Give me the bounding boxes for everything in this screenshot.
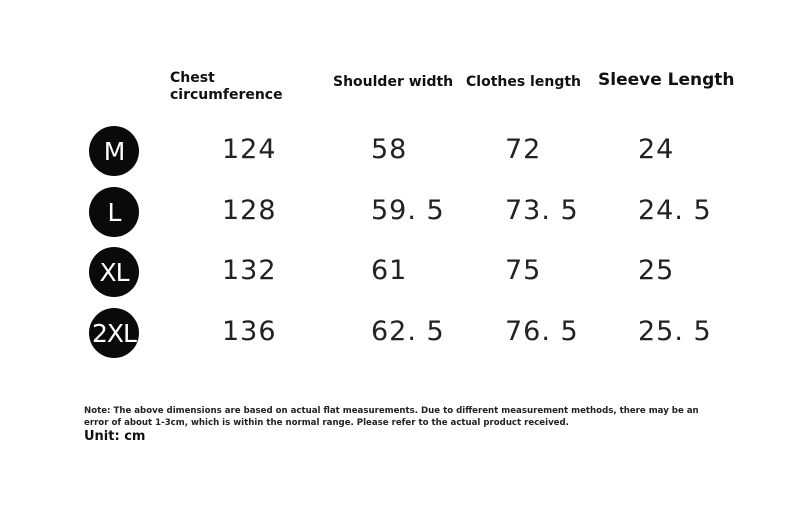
chest-value: 136 — [222, 316, 277, 347]
sleeve-value: 25. 5 — [638, 316, 712, 347]
table-row — [0, 187, 790, 239]
unit-label: Unit: cm — [84, 429, 146, 444]
header-chest-line1: Chest — [170, 70, 215, 86]
table-row — [0, 247, 790, 299]
length-value: 76. 5 — [505, 316, 579, 347]
size-badge: 2XL — [89, 308, 139, 358]
size-badge: XL — [89, 247, 139, 297]
chest-value: 128 — [222, 195, 277, 226]
header-length: Clothes length — [466, 74, 581, 90]
header-chest — [170, 70, 283, 104]
measurement-note: Note: The above dimensions are based on actual flat measurements. Due to different measurement methods, there may be an error of about 1-3cm, which is within the normal range. Please refer to the actual product received. — [84, 406, 699, 428]
shoulder-value: 59. 5 — [371, 195, 445, 226]
header-chest-line2: circumference — [170, 87, 283, 103]
size-badge: M — [89, 126, 139, 176]
shoulder-value: 61 — [371, 255, 408, 286]
header-sleeve: Sleeve Length — [598, 70, 735, 90]
chest-value: 132 — [222, 255, 277, 286]
length-value: 75 — [505, 255, 542, 286]
header-shoulder: Shoulder width — [333, 74, 454, 90]
table-row — [0, 308, 790, 360]
sleeve-value: 25 — [638, 255, 675, 286]
length-value: 72 — [505, 134, 542, 165]
table-row — [0, 126, 790, 178]
shoulder-value: 62. 5 — [371, 316, 445, 347]
sleeve-value: 24. 5 — [638, 195, 712, 226]
sleeve-value: 24 — [638, 134, 675, 165]
shoulder-value: 58 — [371, 134, 408, 165]
length-value: 73. 5 — [505, 195, 579, 226]
chest-value: 124 — [222, 134, 277, 165]
size-badge: L — [89, 187, 139, 237]
